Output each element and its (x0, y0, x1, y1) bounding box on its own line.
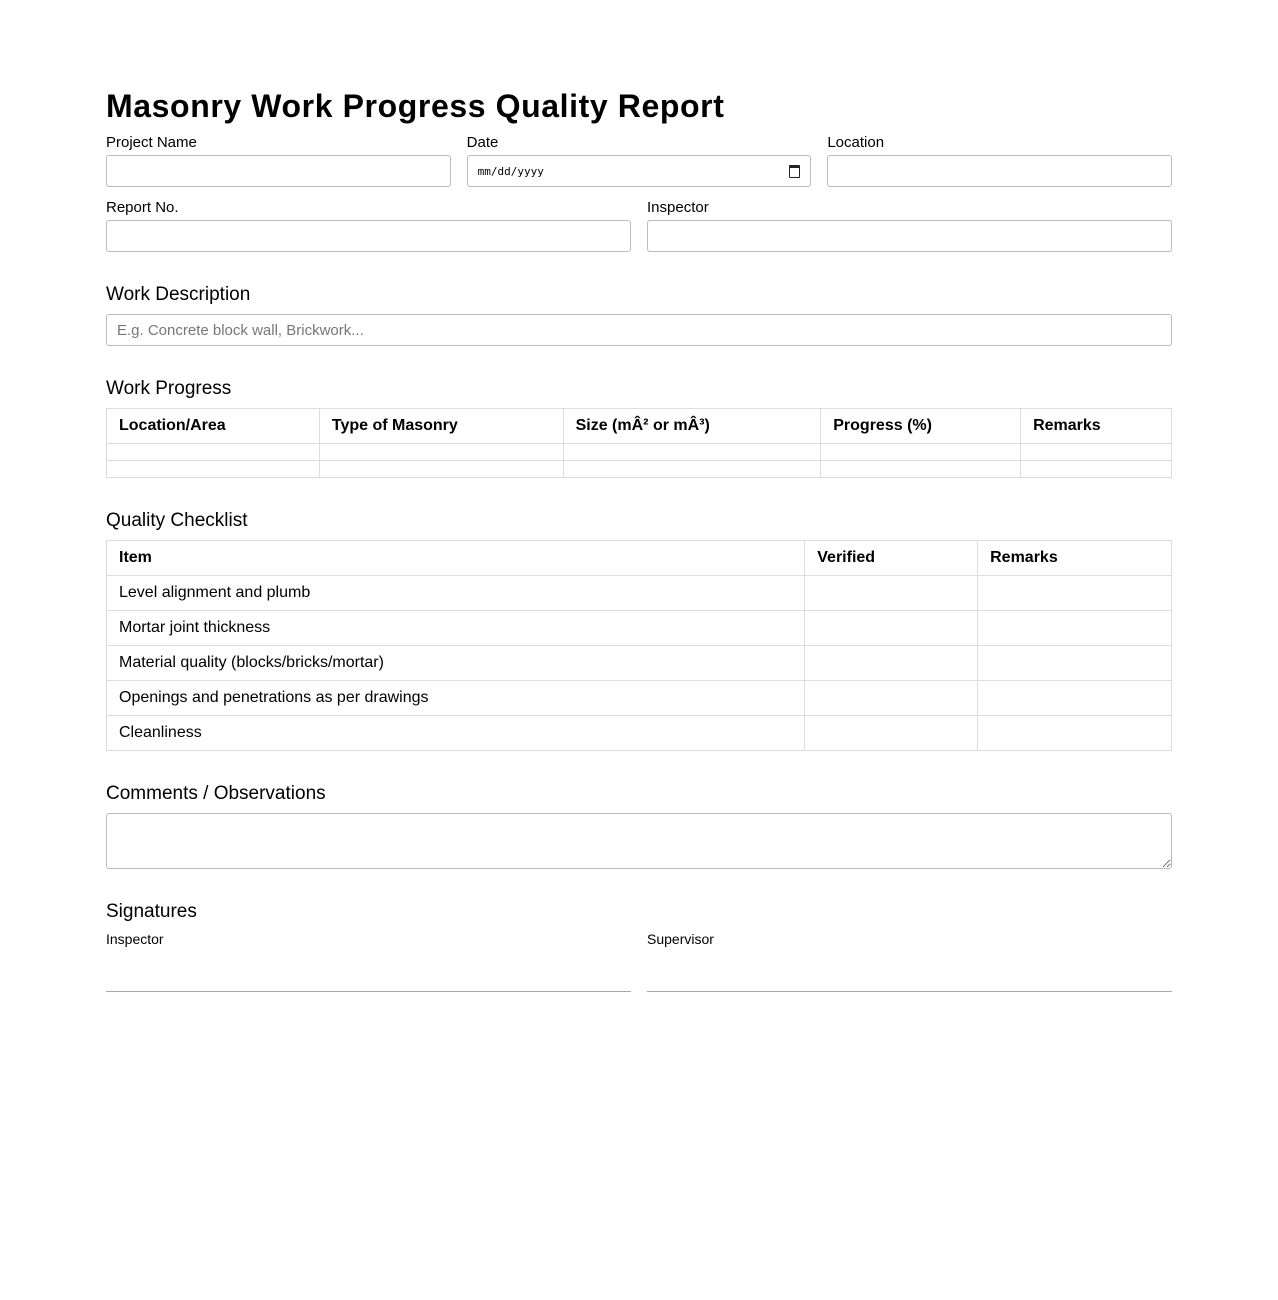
table-cell[interactable] (319, 461, 563, 478)
location-field (827, 134, 1172, 187)
table-cell[interactable] (107, 461, 320, 478)
table-row (107, 444, 1172, 461)
inspector-label: Inspector (647, 199, 709, 216)
column-header: Location/Area (107, 409, 320, 444)
table-row (107, 576, 1172, 611)
signatures-heading: Signatures (106, 901, 197, 922)
calendar-icon[interactable] (789, 165, 800, 178)
page-title: Masonry Work Progress Quality Report (106, 88, 725, 124)
quality-checklist-heading: Quality Checklist (106, 510, 248, 531)
location-input[interactable] (827, 155, 1172, 187)
date-placeholder: mm/dd/yyyy (477, 164, 544, 178)
remarks-cell[interactable] (978, 611, 1172, 646)
comments-heading: Comments / Observations (106, 783, 326, 804)
date-field (467, 134, 812, 187)
table-header-row (107, 541, 1172, 576)
report-no-input[interactable] (106, 220, 631, 252)
inspector-input[interactable] (647, 220, 1172, 252)
work-description-input[interactable] (106, 314, 1172, 346)
work-progress-table (106, 408, 1172, 478)
remarks-cell[interactable] (978, 681, 1172, 716)
column-header: Remarks (1021, 409, 1172, 444)
remarks-cell[interactable] (978, 646, 1172, 681)
inspector-field (647, 199, 1172, 252)
checklist-item: Cleanliness (107, 716, 805, 751)
table-cell[interactable] (1021, 444, 1172, 461)
quality-checklist-table (106, 540, 1172, 751)
verified-cell[interactable] (805, 611, 978, 646)
table-cell[interactable] (107, 444, 320, 461)
project-name-input[interactable] (106, 155, 451, 187)
table-row (107, 681, 1172, 716)
header-row-1 (106, 134, 1172, 187)
table-header-row (107, 409, 1172, 444)
verified-cell[interactable] (805, 716, 978, 751)
work-description-heading: Work Description (106, 284, 251, 305)
date-label: Date (466, 134, 499, 151)
remarks-cell[interactable] (978, 576, 1172, 611)
inspector-signature (106, 931, 631, 992)
supervisor-signature (647, 931, 1172, 992)
table-cell[interactable] (563, 461, 821, 478)
table-row (107, 611, 1172, 646)
work-progress-heading: Work Progress (106, 378, 232, 399)
checklist-item: Material quality (blocks/bricks/mortar) (107, 646, 805, 681)
column-header: Progress (%) (821, 409, 1021, 444)
column-header: Remarks (978, 541, 1172, 576)
comments-textarea[interactable] (106, 813, 1172, 869)
table-cell[interactable] (563, 444, 821, 461)
column-header: Type of Masonry (319, 409, 563, 444)
table-cell[interactable] (821, 444, 1021, 461)
header-row-2 (106, 199, 1172, 252)
report-no-label: Report No. (106, 199, 179, 216)
date-input[interactable] (467, 155, 812, 187)
supervisor-signature-label: Supervisor (647, 931, 714, 947)
supervisor-signature-line[interactable] (647, 991, 1172, 992)
checklist-item: Openings and penetrations as per drawings (107, 681, 805, 716)
table-row (107, 646, 1172, 681)
table-row (107, 461, 1172, 478)
verified-cell[interactable] (805, 576, 978, 611)
inspector-signature-line[interactable] (106, 991, 631, 992)
verified-cell[interactable] (805, 646, 978, 681)
work-description-placeholder: E.g. Concrete block wall, Brickwork... (117, 321, 364, 339)
table-cell[interactable] (821, 461, 1021, 478)
project-name-label: Project Name (106, 134, 197, 151)
column-header: Size (mÂ² or mÂ³) (563, 409, 821, 444)
verified-cell[interactable] (805, 681, 978, 716)
column-header: Verified (805, 541, 978, 576)
column-header: Item (107, 541, 805, 576)
table-cell[interactable] (1021, 461, 1172, 478)
table-cell[interactable] (319, 444, 563, 461)
remarks-cell[interactable] (978, 716, 1172, 751)
checklist-item: Mortar joint thickness (107, 611, 805, 646)
inspector-signature-label: Inspector (106, 931, 164, 947)
report-no-field (106, 199, 631, 252)
location-label: Location (827, 134, 885, 151)
checklist-item: Level alignment and plumb (107, 576, 805, 611)
table-row (107, 716, 1172, 751)
project-name-field (106, 134, 451, 187)
